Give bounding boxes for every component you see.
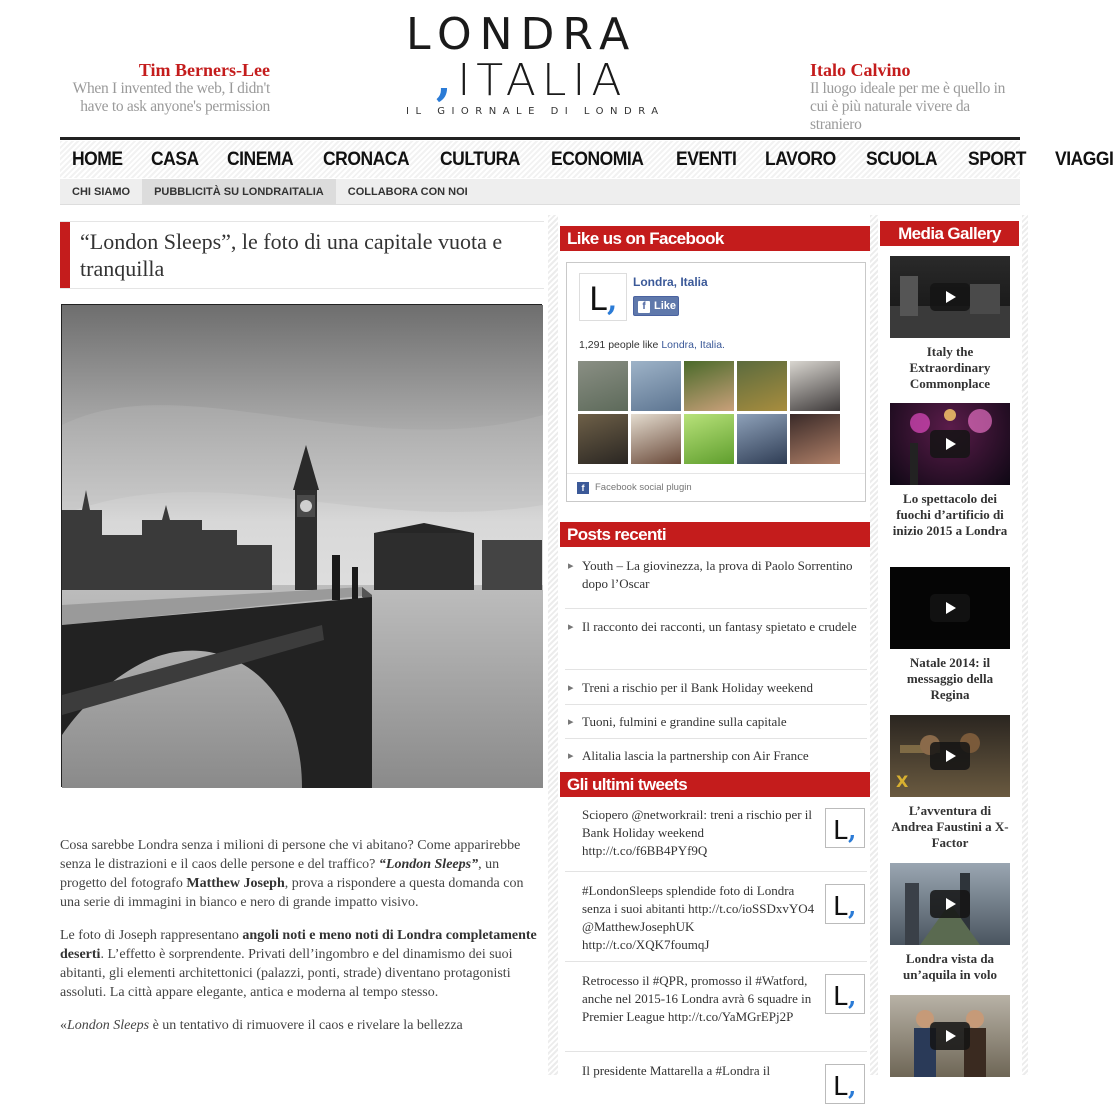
logo-comma: , [436, 55, 458, 106]
recent-post-link[interactable]: ▸ Il racconto dei racconti, un fantasy spietato e crudele [565, 618, 867, 670]
column-separator [548, 215, 558, 1075]
tweets-list [565, 806, 867, 1102]
svg-text:X: X [896, 772, 909, 791]
facebook-like-button[interactable]: f Like [633, 296, 679, 316]
subnav-pubblicita[interactable]: PUBBLICITÀ SU LONDRAITALIA [142, 179, 336, 204]
site-logo[interactable] [400, 9, 690, 117]
svg-text:L: L [833, 982, 848, 1012]
fan-avatar[interactable] [737, 414, 787, 464]
logo-line1: LONDRA [406, 9, 638, 60]
logo-tagline: IL GIORNALE DI LONDRA [406, 106, 665, 117]
svg-text:,: , [848, 982, 857, 1011]
tweets-title: Gli ultimi tweets [560, 772, 870, 797]
westminster-bridge-photo [62, 305, 543, 788]
quote-left [60, 60, 270, 116]
tweet-item[interactable] [565, 806, 867, 872]
tweet-text: Sciopero @networkrail: treni a rischio per il Bank Holiday weekend http://t.co/f6BB4PYf9Q [582, 807, 813, 858]
nav-viaggi[interactable]: VIAGGI [1054, 148, 1113, 170]
page-logo-icon[interactable] [579, 273, 627, 321]
facebook-icon: f [577, 482, 589, 494]
fan-avatar[interactable] [684, 414, 734, 464]
video-thumbnail[interactable] [890, 995, 1010, 1077]
sub-nav [60, 179, 1020, 205]
quote-right-text: Il luogo ideale per me è quello in cui è più naturale vivere da straniero [810, 80, 1006, 133]
fan-avatar[interactable] [631, 361, 681, 411]
fan-avatar[interactable] [578, 414, 628, 464]
tweet-item[interactable] [565, 882, 867, 962]
gallery-caption[interactable]: Italy the Extraordinary Commonplace [909, 344, 991, 391]
main-nav [60, 141, 1113, 178]
recent-posts-list [565, 557, 867, 773]
video-thumbnail[interactable] [890, 715, 1010, 797]
svg-text:,: , [848, 1072, 857, 1101]
svg-text:L: L [589, 280, 607, 318]
fan-avatar[interactable] [790, 361, 840, 411]
subnav-chi-siamo[interactable]: CHI SIAMO [72, 186, 131, 198]
recent-posts-title: Posts recenti [560, 522, 870, 547]
header-divider [60, 137, 1020, 140]
fan-avatar[interactable] [684, 361, 734, 411]
nav-sport[interactable]: SPORT [967, 148, 1026, 170]
nav-cronaca[interactable]: CRONACA [322, 148, 409, 170]
column-separator [1022, 215, 1028, 1075]
recent-post-link[interactable]: ▸ Youth – La giovinezza, la prova di Paolo Sorrentino dopo l’Oscar [565, 557, 867, 609]
tweet-text: #LondonSleeps splendide foto di Londra senza i suoi abitanti http://t.co/ioSSDxvYO4 @MatthewJosephUK http://t.co/XQK7foumqJ [582, 883, 815, 952]
subnav-collabora[interactable]: COLLABORA CON NOI [347, 186, 468, 198]
play-icon [930, 1022, 970, 1050]
logo-line2 [436, 55, 690, 106]
play-icon [930, 594, 970, 622]
quote-left-author: Tim Berners-Lee [138, 60, 270, 80]
facebook-plugin-footer: f Facebook social plugin [567, 473, 865, 501]
gallery-caption[interactable]: Natale 2014: il messaggio della Regina [906, 655, 994, 702]
nav-cultura[interactable]: CULTURA [440, 148, 521, 170]
tweet-text: Retrocesso il #QPR, promosso il #Watford, anche nel 2015-16 Londra avrà 6 squadre in Premier League http://t.co/YaMGrEPj2P [582, 973, 812, 1024]
svg-text:L: L [833, 1072, 848, 1102]
svg-text:L: L [833, 892, 848, 922]
nav-home[interactable]: HOME [72, 148, 123, 170]
tweet-item[interactable] [565, 1062, 867, 1102]
video-thumbnail[interactable] [890, 256, 1010, 338]
svg-text:,: , [607, 283, 618, 318]
media-gallery-title: Media Gallery [880, 221, 1019, 246]
quote-right [810, 60, 1020, 134]
nav-economia[interactable]: ECONOMIA [551, 148, 644, 170]
title-accent-bar [60, 222, 70, 288]
fan-avatar[interactable] [578, 361, 628, 411]
twitter-avatar-icon [825, 1064, 865, 1104]
nav-lavoro[interactable]: LAVORO [765, 148, 837, 170]
nav-scuola[interactable]: SCUOLA [866, 148, 938, 170]
nav-eventi[interactable]: EVENTI [675, 148, 737, 170]
play-icon [930, 890, 970, 918]
fan-avatar[interactable] [790, 414, 840, 464]
video-thumbnail[interactable] [890, 567, 1010, 649]
logo-italia: ITALIA [457, 55, 628, 106]
article-title: “London Sleeps”, le foto di una capitale vuota e tranquilla [80, 229, 503, 281]
article-paragraph: Le foto di Joseph rappresentano angoli noti e meno noti di Londra completamente deserti. L’effetto è sorprendente. Privati dell’ingombro e del dinamismo dei suoi abitanti, gli elementi architettonici (palazzi, ponti, strade) diventano protagonisti assoluti. La città appare elegante, antica e moderna al tempo stesso. [60, 928, 537, 1000]
facebook-like-count: 1,291 people like Londra, Italia. [579, 339, 725, 351]
article-paragraph: Cosa sarebbe Londra senza i milioni di persone che vi abitano? Come apparirebbe senza le distrazioni e il caos delle persone e del traffico? “London Sleeps”, un progetto del fotografo Matthew Joseph, prova a rispondere a questa domanda con una serie di immagini in bianco e nero di grande impatto visivo. [60, 838, 524, 910]
facebook-page-name[interactable]: Londra, Italia [633, 275, 708, 289]
video-thumbnail[interactable] [890, 863, 1010, 945]
play-icon [930, 283, 970, 311]
facebook-like-box [566, 262, 866, 502]
article-title-box [60, 221, 544, 289]
fan-avatar[interactable] [737, 361, 787, 411]
recent-post-link[interactable]: ▸ Tuoni, fulmini e grandine sulla capitale [565, 713, 867, 739]
column-separator [870, 215, 878, 1075]
tweet-text: Il presidente Mattarella a #Londra il [582, 1063, 771, 1078]
nav-casa[interactable]: CASA [151, 148, 199, 170]
article-photo[interactable] [61, 304, 542, 787]
gallery-caption[interactable]: Lo spettacolo dei fuochi d’artificio di inizio 2015 a Londra [892, 491, 1008, 538]
tweet-item[interactable] [565, 972, 867, 1052]
recent-post-link[interactable]: ▸ Treni a rischio per il Bank Holiday weekend [565, 679, 867, 705]
video-thumbnail[interactable] [890, 403, 1010, 485]
article-body [60, 836, 546, 1049]
twitter-avatar-icon [825, 884, 865, 924]
nav-cinema[interactable]: CINEMA [226, 148, 294, 170]
svg-text:L: L [833, 816, 848, 846]
fan-avatar[interactable] [631, 414, 681, 464]
svg-text:,: , [848, 892, 857, 921]
play-icon [930, 430, 970, 458]
twitter-avatar-icon [825, 974, 865, 1014]
twitter-avatar-icon [825, 808, 865, 848]
gallery-caption[interactable]: Londra vista da un’aquila in volo [903, 951, 997, 982]
quote-left-text: When I invented the web, I didn't have to ask anyone's permission [72, 80, 270, 115]
gallery-caption[interactable]: L’avventura di Andrea Faustini a X-Factor [891, 803, 1009, 850]
facebook-fan-grid [578, 361, 848, 464]
quote-right-author: Italo Calvino [810, 60, 911, 80]
article-paragraph: «London Sleeps è un tentativo di rimuovere il caos e rivelare la bellezza [60, 1018, 463, 1033]
play-icon [930, 742, 970, 770]
facebook-f-icon: f [638, 301, 650, 313]
svg-text:,: , [848, 816, 857, 845]
recent-post-link[interactable]: ▸ Alitalia lascia la partnership con Air France [565, 747, 867, 773]
facebook-widget-title: Like us on Facebook [560, 226, 870, 251]
